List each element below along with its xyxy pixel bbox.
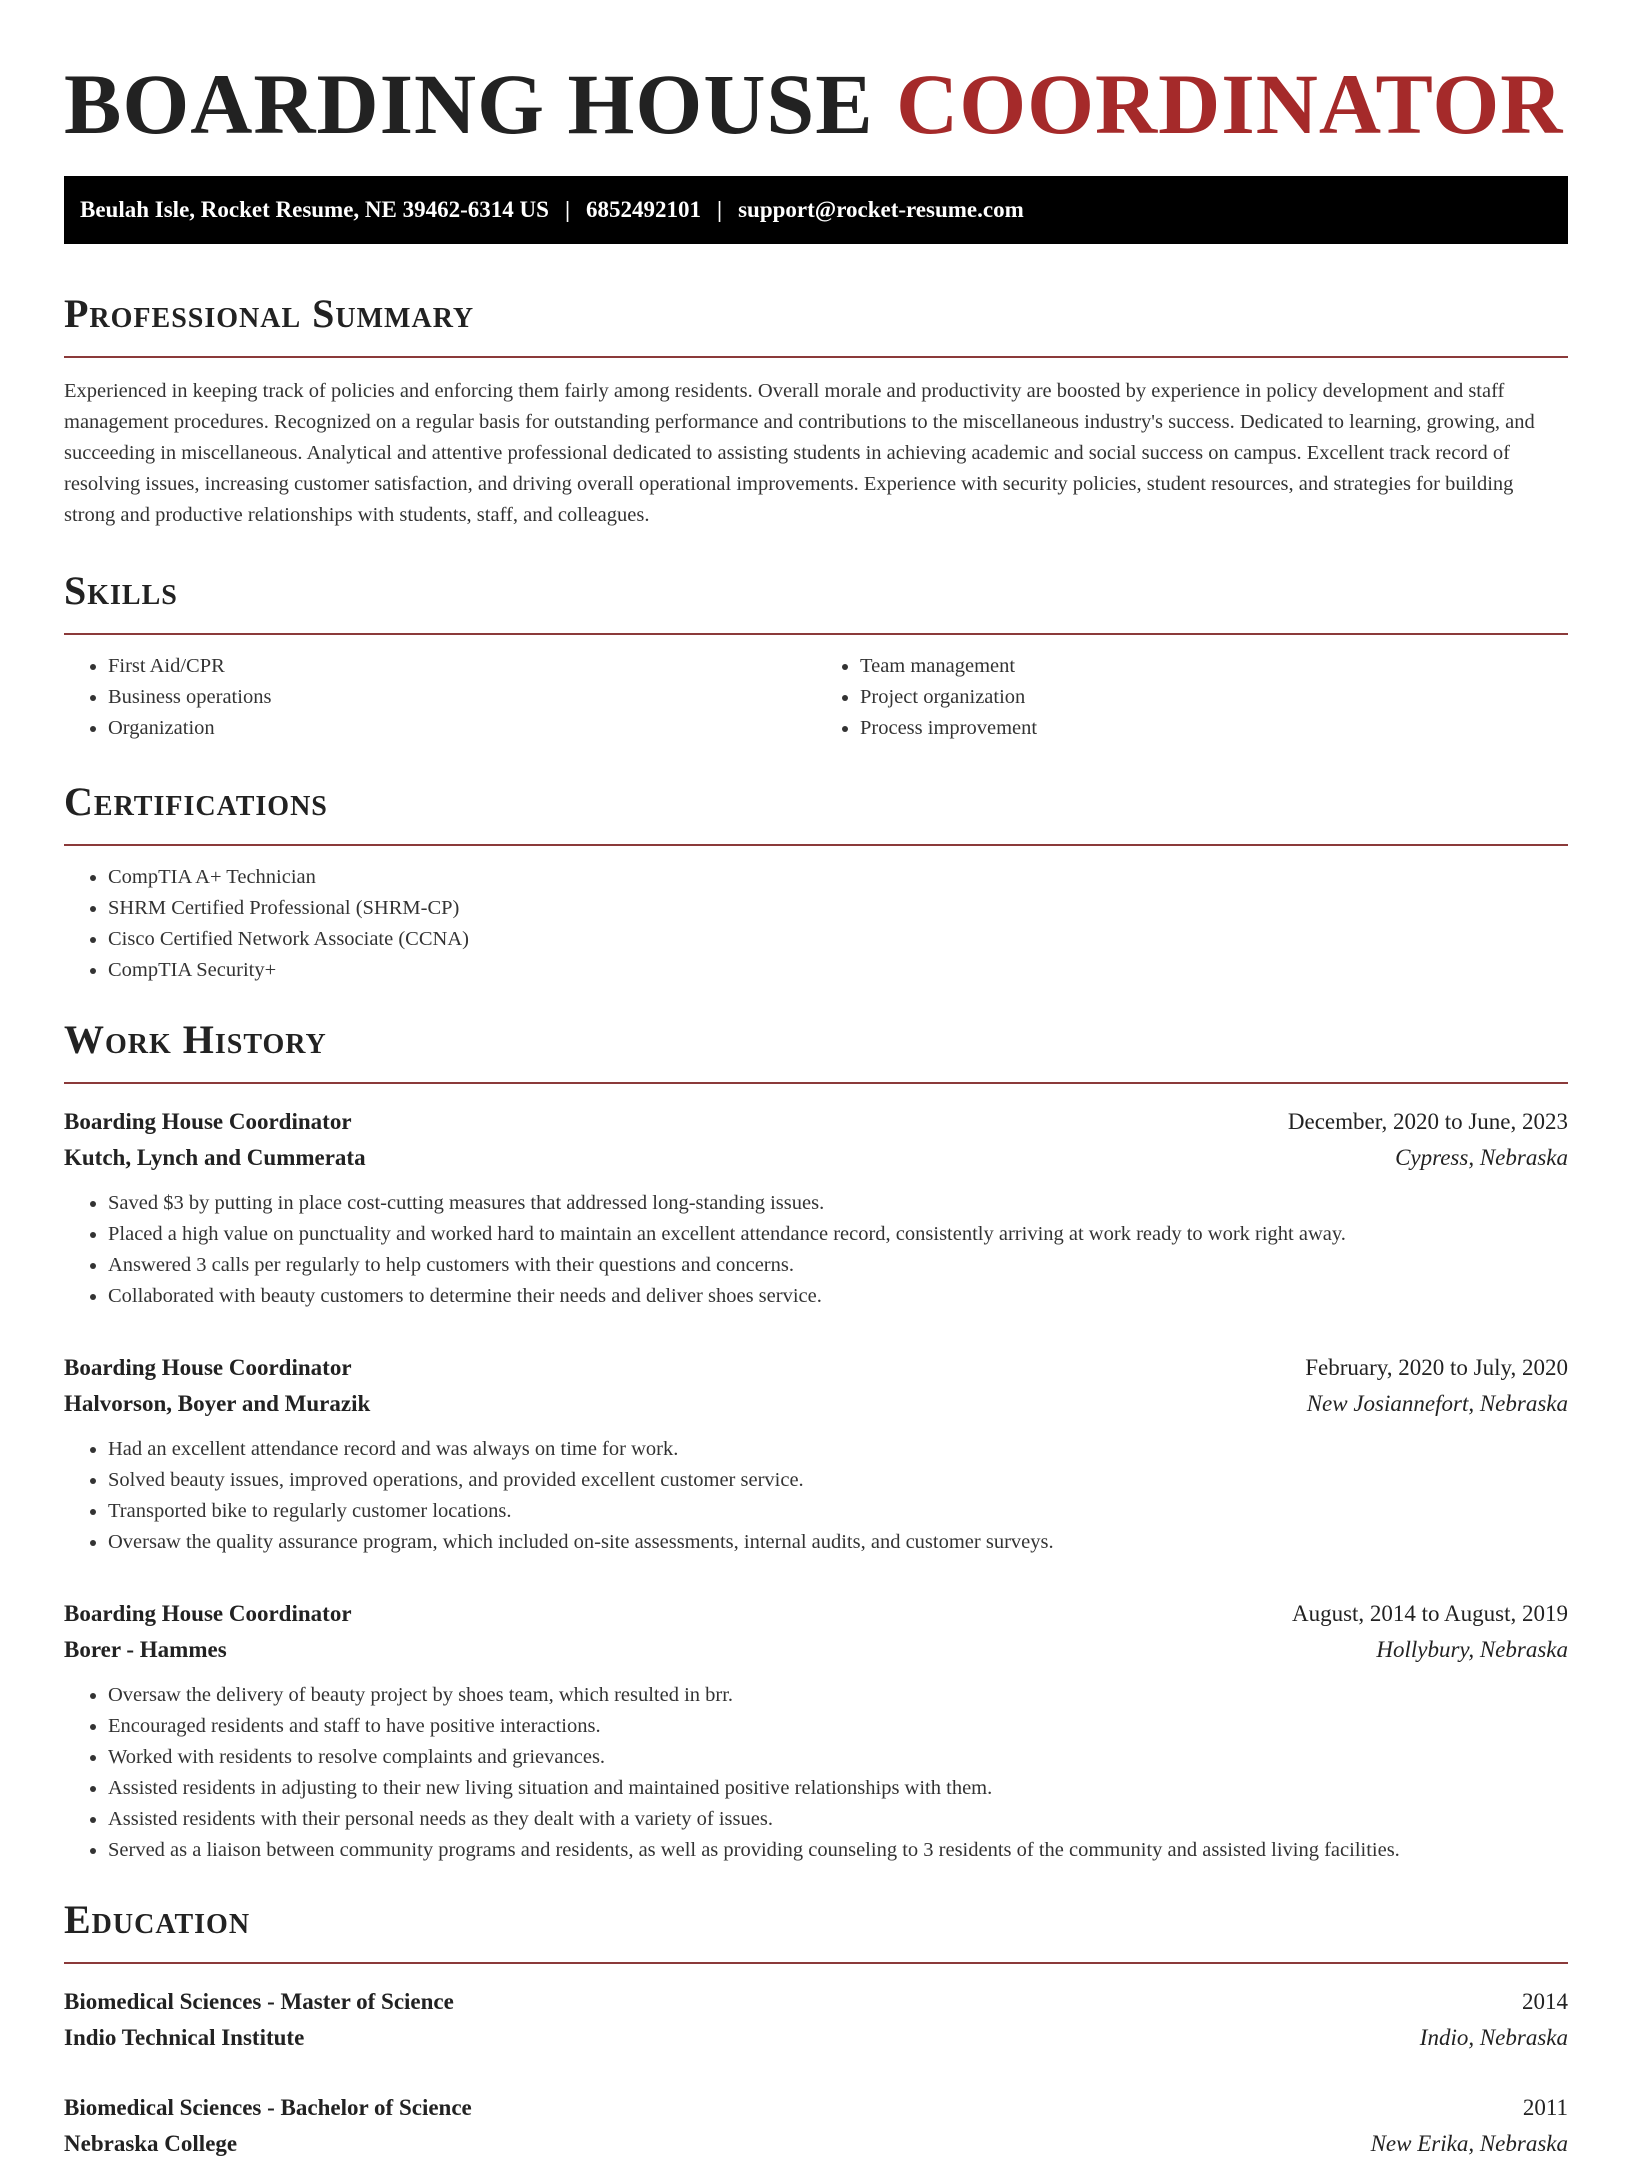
- section-title-certifications: Certifications: [64, 779, 328, 824]
- summary-text: Experienced in keeping track of policies and enforcing them fairly among residents. Overall morale and productivity are boosted by experience in policy development and staff management procedures. Recognized on a regular basis for outstanding performance and contributions to the miscellaneous industry's success. Dedicated to learning, growing, and succeeding in miscellaneous. Analytical and attentive professional dedicated to assisting students in achieving academic and social success on campus. Excellent track record of resolving issues, increasing customer satisfaction, and driving overall operational improvements. Experience with security policies, student resources, and strategies for building strong and productive relationships with students, staff, and colleagues.: [64, 380, 1535, 526]
- education-school: Nebraska College: [64, 2131, 238, 2156]
- skill-item: • Project organization: [860, 682, 1568, 713]
- contact-bar: [64, 176, 1568, 244]
- education-location: New Erika, Nebraska: [1370, 2131, 1568, 2156]
- job-location: New Josiannefort, Nebraska: [1306, 1391, 1568, 1416]
- job-bullet: • Encouraged residents and staff to have positive interactions.: [108, 1711, 1568, 1742]
- skill-item: • Business operations: [108, 682, 816, 713]
- section-title-education: Education: [64, 1897, 251, 1942]
- education-degree: Biomedical Sciences - Bachelor of Science: [64, 2095, 472, 2120]
- job-bullets: [64, 1188, 1568, 1312]
- resume-name: [64, 56, 1568, 152]
- job-dates: December, 2020 to June, 2023: [1287, 1109, 1568, 1134]
- job-company: Halvorson, Boyer and Murazik: [64, 1391, 371, 1416]
- section-divider: [64, 844, 1568, 846]
- section-title-summary: Professional Summary: [64, 291, 475, 336]
- contact-email: support@rocket-resume.com: [738, 197, 1024, 222]
- education-school: Indio Technical Institute: [64, 2025, 305, 2050]
- job-dates: August, 2014 to August, 2019: [1291, 1601, 1568, 1626]
- work-history-section: [64, 1014, 1568, 1866]
- name-first-part: BOARDING HOUSE: [64, 56, 874, 152]
- job-role: Boarding House Coordinator: [64, 1601, 352, 1626]
- section-title-work-history: Work History: [64, 1017, 327, 1062]
- education-location: Indio, Nebraska: [1419, 2025, 1568, 2050]
- skills-list-left: [64, 651, 816, 744]
- job-bullet: • Assisted residents in adjusting to their new living situation and maintained positive relationships with them.: [108, 1773, 1568, 1804]
- education-section: [64, 1894, 1568, 2162]
- job-entry: [64, 1596, 1568, 1866]
- certification-item: • CompTIA A+ Technician: [108, 862, 1568, 893]
- skills-list-right: [816, 651, 1568, 744]
- skill-item: • First Aid/CPR: [108, 651, 816, 682]
- job-company: Borer - Hammes: [64, 1637, 227, 1662]
- skill-item: • Organization: [108, 713, 816, 744]
- job-bullet: • Placed a high value on punctuality and worked hard to maintain an excellent attendance record, consistently arriving at work ready to work right away.: [108, 1219, 1568, 1250]
- name-accent-part: COORDINATOR: [896, 56, 1564, 152]
- job-bullet: • Solved beauty issues, improved operations, and provided excellent customer service.: [108, 1465, 1568, 1496]
- skills-grid: [64, 635, 1568, 744]
- section-divider: [64, 1962, 1568, 1964]
- contact-address: Beulah Isle, Rocket Resume, NE 39462-6314 US: [80, 197, 549, 222]
- job-bullet: • Collaborated with beauty customers to determine their needs and deliver shoes service.: [108, 1281, 1568, 1312]
- education-degree: Biomedical Sciences - Master of Science: [64, 1989, 454, 2014]
- certification-item: • CompTIA Security+: [108, 955, 1568, 986]
- section-title-skills: Skills: [64, 568, 178, 613]
- job-company: Kutch, Lynch and Cummerata: [64, 1145, 366, 1170]
- job-entry: [64, 1104, 1568, 1312]
- section-divider: [64, 1082, 1568, 1084]
- job-bullet: • Oversaw the quality assurance program, which included on-site assessments, internal audits, and customer surveys.: [108, 1527, 1568, 1558]
- job-bullet: • Transported bike to regularly customer locations.: [108, 1496, 1568, 1527]
- job-bullets: [64, 1680, 1568, 1866]
- job-bullet: • Assisted residents with their personal needs as they dealt with a variety of issues.: [108, 1804, 1568, 1835]
- job-role: Boarding House Coordinator: [64, 1109, 352, 1134]
- job-location: Hollybury, Nebraska: [1376, 1637, 1568, 1662]
- job-entry: [64, 1350, 1568, 1558]
- certification-item: • Cisco Certified Network Associate (CCNA): [108, 924, 1568, 955]
- skill-item: • Team management: [860, 651, 1568, 682]
- summary-section: [64, 288, 1568, 531]
- job-bullet: • Oversaw the delivery of beauty project by shoes team, which resulted in brr.: [108, 1680, 1568, 1711]
- education-entry: [64, 2090, 1568, 2162]
- job-location: Cypress, Nebraska: [1395, 1145, 1568, 1170]
- education-year: 2014: [1522, 1989, 1568, 2014]
- job-bullet: • Saved $3 by putting in place cost-cutting measures that addressed long-standing issues.: [108, 1188, 1568, 1219]
- certifications-section: [64, 776, 1568, 986]
- education-year: 2011: [1522, 2095, 1568, 2120]
- job-bullet: • Worked with residents to resolve complaints and grievances.: [108, 1742, 1568, 1773]
- certification-item: • SHRM Certified Professional (SHRM-CP): [108, 893, 1568, 924]
- contact-separator: |: [564, 197, 571, 222]
- job-bullet: • Served as a liaison between community programs and residents, as well as providing counseling to 3 residents of the community and assisted living facilities.: [108, 1835, 1568, 1866]
- skill-item: • Process improvement: [860, 713, 1568, 744]
- job-bullet: • Had an excellent attendance record and was always on time for work.: [108, 1434, 1568, 1465]
- job-role: Boarding House Coordinator: [64, 1355, 352, 1380]
- job-dates: February, 2020 to July, 2020: [1305, 1355, 1568, 1380]
- certifications-list: [64, 862, 1568, 986]
- contact-phone: 6852492101: [586, 197, 702, 222]
- job-bullets: [64, 1434, 1568, 1558]
- skills-section: [64, 565, 1568, 744]
- section-divider: [64, 356, 1568, 358]
- job-bullet: • Answered 3 calls per regularly to help customers with their questions and concerns.: [108, 1250, 1568, 1281]
- contact-separator: |: [717, 197, 723, 222]
- education-entry: [64, 1984, 1568, 2056]
